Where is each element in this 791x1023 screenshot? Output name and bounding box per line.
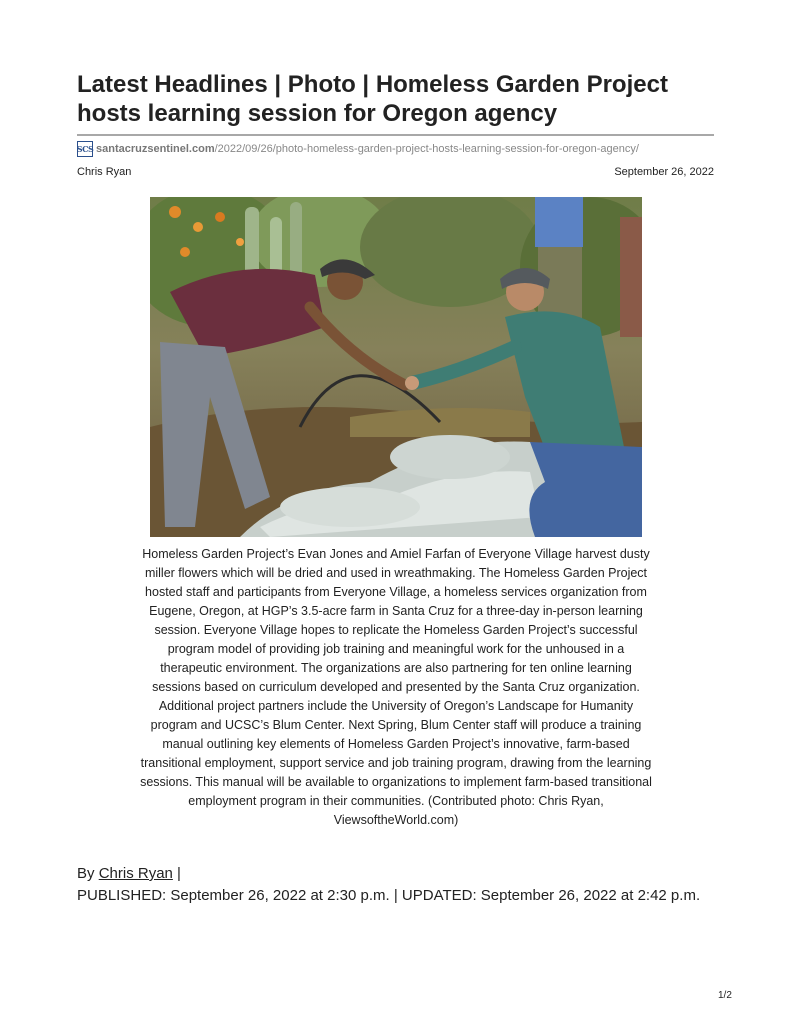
source-url-row bbox=[77, 141, 639, 157]
photo-caption: Homeless Garden Project’s Evan Jones and Amiel Farfan of Everyone Village harvest dusty miller flowers which will be dried and used in wreathmaking. The Homeless Garden Project hosted staff and participants from Everyone Village, a homeless services organization from Eugene, Oregon, at HGP’s 3.5-acre farm in Santa Cruz for a three-day in-person learning session. Everyone Village hopes to replicate the Homeless Garden Project’s successful program model of providing job training and meaningful work for the unhoused in a therapeutic environment. The organizations are also partnering for ten online learning sessions based on curriculum developed and presented by the Santa Cruz organization. Additional project partners include the University of Oregon’s Landscape for Humanity program and UCSC’s Blum Center. Next Spring, Blum Center staff will produce a training manual outlining key elements of Homeless Garden Project’s innovative, farm-based transitional employment, support service and job training program, drawing from the learning sessions. This manual will be available to organizations to implement farm-based transitional employment program in their communities. (Contributed photo: Chris Ryan, ViewsoftheWorld.com) bbox=[140, 547, 652, 827]
byline bbox=[77, 863, 717, 885]
article-date: September 26, 2022 bbox=[614, 166, 714, 178]
article-title: Latest Headlines | Photo | Homeless Garden Project hosts learning session for Oregon agency bbox=[77, 71, 668, 127]
author-name: Chris Ryan bbox=[77, 166, 132, 178]
article-meta bbox=[77, 166, 714, 178]
published-updated-line: PUBLISHED: September 26, 2022 at 2:30 p.m. | UPDATED: September 26, 2022 at 2:42 p.m. bbox=[77, 887, 701, 904]
byline-block bbox=[77, 863, 717, 907]
byline-prefix: By bbox=[77, 865, 95, 882]
source-domain: santacruzsentinel.com bbox=[96, 143, 215, 155]
byline-separator: | bbox=[177, 865, 181, 882]
article-photo bbox=[150, 197, 642, 537]
title-divider bbox=[77, 134, 714, 136]
author-link[interactable]: Chris Ryan bbox=[98, 865, 173, 882]
source-path: /2022/09/26/photo-homeless-garden-project-hosts-learning-session-for-oregon-agency/ bbox=[214, 143, 639, 155]
page-number: 1/2 bbox=[718, 990, 732, 1001]
site-favicon-icon: SCS bbox=[77, 141, 93, 157]
